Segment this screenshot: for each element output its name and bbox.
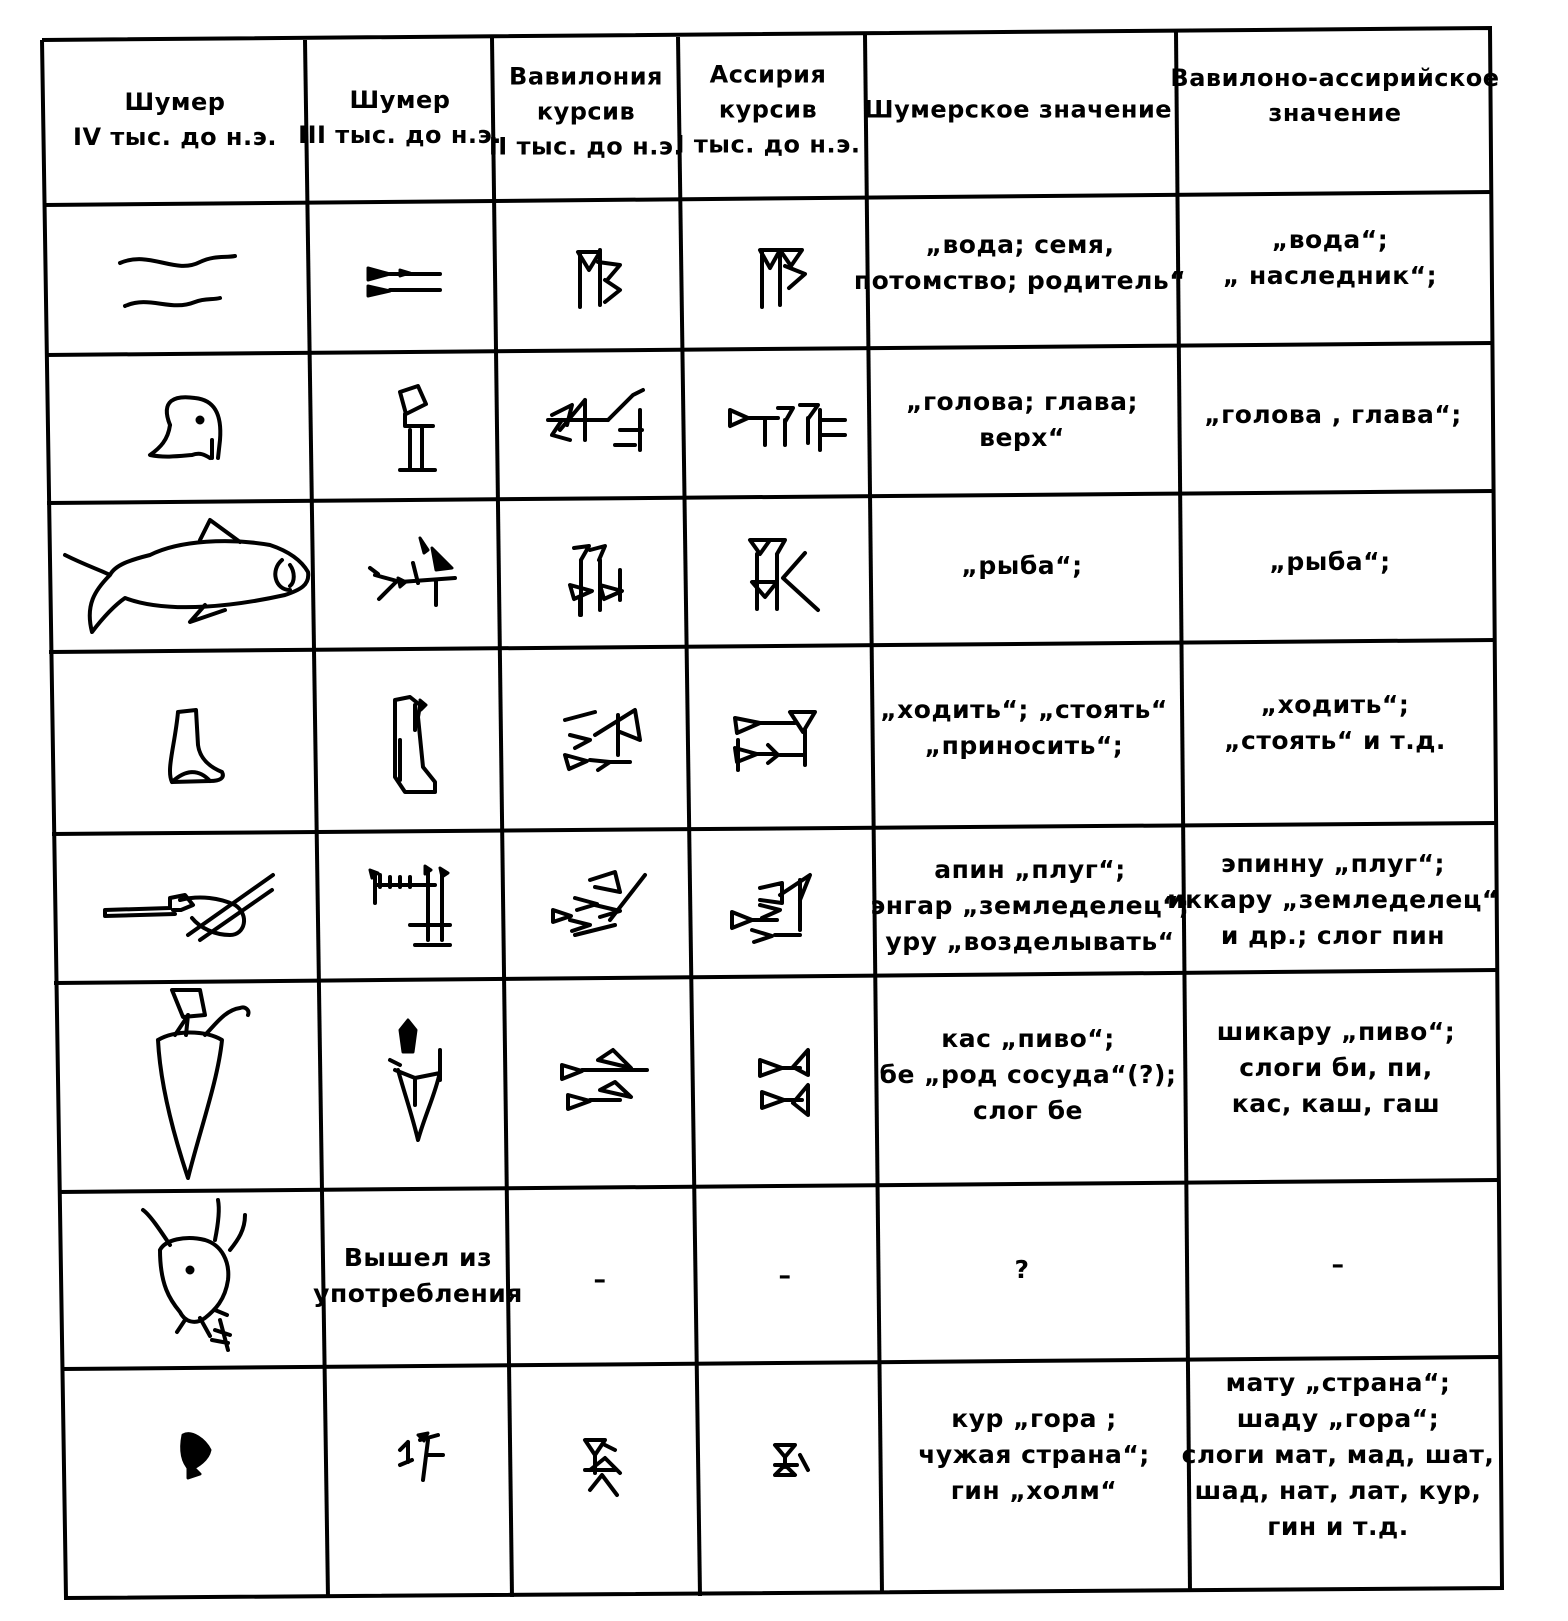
meaning-line: апин „плуг“; [934, 855, 1126, 884]
foot-babylonian-sign-icon [565, 710, 640, 770]
fish-pictogram-icon [65, 520, 308, 632]
meaning-line: „вода“; [1271, 225, 1389, 254]
sumerian-meaning-cell [880, 692, 1168, 764]
plough-assyrian-sign-icon [732, 875, 810, 942]
meaning-line: ? [1014, 1255, 1030, 1284]
vessel-babylonian-sign-icon [562, 1050, 647, 1109]
vessel-archaic-sign-icon [390, 1020, 440, 1140]
header-line: Вавилоно-ассирийское [1170, 64, 1500, 92]
sumerian-meaning-cell [854, 227, 1186, 299]
babylonian-meaning-cell [1182, 1365, 1495, 1545]
water-pictogram-icon [120, 256, 235, 306]
header-line: курсив [536, 97, 636, 126]
meaning-line: шикару „пиво“; [1216, 1017, 1456, 1046]
head-assyrian-sign-icon [730, 405, 845, 450]
meaning-line: и др.; слог пин [1220, 921, 1446, 950]
fish-assyrian-sign-icon [750, 540, 818, 610]
header-line: Шумер [124, 88, 226, 116]
meaning-line: слоги мат, мад, шат, [1181, 1440, 1495, 1469]
water-babylonian-sign-icon [578, 250, 620, 307]
header-sumerian-meaning [864, 93, 1172, 128]
foot-pictogram-icon [170, 710, 223, 782]
head-pictogram-icon [150, 397, 220, 458]
babylonian-meaning-cell [1204, 397, 1462, 433]
babylonian-meaning-cell [1224, 687, 1446, 759]
meaning-line: кас „пиво“; [941, 1024, 1115, 1053]
plough-archaic-sign-icon [370, 866, 450, 945]
header-line: IV тыс. до н.э. [73, 123, 277, 151]
meaning-line: эпинну „плуг“; [1221, 849, 1445, 878]
goat-head-pictogram-icon [143, 1200, 245, 1350]
meaning-line: гин „холм“ [950, 1476, 1118, 1505]
header-sumer-iv [73, 85, 277, 155]
plough-pictogram-icon [105, 875, 273, 940]
head-archaic-sign-icon [400, 386, 435, 470]
sumerian-meaning-cell [906, 384, 1138, 456]
meaning-line: кас, каш, гаш [1231, 1089, 1441, 1118]
meaning-line: мату „страна“; [1225, 1368, 1451, 1397]
water-archaic-sign-icon [368, 268, 440, 296]
header-line: III тыс. до н.э. [298, 121, 502, 149]
header-babylonia [489, 60, 683, 165]
meaning-line: „голова; глава; [906, 387, 1138, 416]
sumerian-meaning-cell [961, 548, 1082, 584]
meaning-line: „голова , глава“; [1204, 400, 1462, 429]
header-babylonian-assyrian-meaning [1170, 61, 1499, 131]
meaning-line: уру „возделывать“ [885, 927, 1175, 956]
meaning-line: чужая страна“; [918, 1440, 1150, 1469]
meaning-line: иккару „земледелец“ [1167, 885, 1499, 914]
meaning-line: „приносить“; [924, 731, 1124, 760]
babylonian-meaning-cell [1269, 544, 1390, 580]
sumerian-meaning-cell [880, 1021, 1177, 1129]
water-assyrian-sign-icon [760, 250, 805, 307]
header-sumer-iii [298, 83, 502, 153]
vessel-pictogram-icon [158, 990, 248, 1178]
meaning-line: „ наследник“; [1222, 261, 1438, 290]
babylonian-meaning-cell [1332, 1247, 1345, 1283]
head-babylonian-sign-icon [548, 390, 643, 450]
header-line: курсив [718, 95, 818, 124]
header-line: Шумерское значение [863, 95, 1173, 124]
fish-archaic-sign-icon [370, 538, 455, 605]
note-line: употребления [313, 1279, 523, 1308]
dash: – [593, 1265, 607, 1294]
fish-babylonian-sign-icon [570, 546, 622, 615]
meaning-line: потомство; родитель“ [853, 266, 1187, 295]
assyrian-cursive-dash [779, 1258, 792, 1294]
header-line: Шумер [349, 86, 451, 114]
babylonian-meaning-cell [1217, 1014, 1455, 1122]
meaning-line: „рыба“; [1269, 547, 1391, 576]
header-assyria [676, 58, 861, 163]
sumerian-meaning-cell [1014, 1252, 1029, 1288]
header-line: II тыс. до н.э. [488, 132, 684, 161]
mountain-babylonian-sign-icon [585, 1440, 620, 1495]
meaning-line: гин и т.д. [1267, 1512, 1409, 1541]
foot-assyrian-sign-icon [735, 712, 815, 770]
out-of-use-note [313, 1240, 523, 1312]
note-line: Вышел из [343, 1243, 493, 1272]
mountain-pictogram-icon [182, 1434, 210, 1478]
meaning-line: слоги би, пи, [1239, 1053, 1433, 1082]
header-line: Вавилония [509, 62, 663, 91]
babylonian-meaning-cell [1223, 222, 1437, 294]
meaning-line: верх“ [979, 423, 1065, 452]
sumerian-meaning-cell [918, 1401, 1150, 1509]
mountain-archaic-sign-icon [400, 1433, 443, 1480]
meaning-line: слог бе [973, 1096, 1083, 1125]
vessel-assyrian-sign-icon [760, 1050, 808, 1115]
babylonian-meaning-cell [1167, 846, 1499, 954]
plough-babylonian-sign-icon [553, 872, 645, 935]
meaning-line: бе „род сосуда“(?); [879, 1060, 1177, 1089]
babylonian-cursive-dash [594, 1262, 607, 1298]
meaning-line: кур „гора ; [951, 1404, 1117, 1433]
meaning-line: „ходить“; „стоять“ [880, 695, 1168, 724]
foot-archaic-sign-icon [395, 697, 435, 792]
dash: – [778, 1261, 792, 1290]
meaning-line: шад, нат, лат, кур, [1194, 1476, 1482, 1505]
meaning-line: энгар „земледелец“; [870, 891, 1190, 920]
header-line: I тыс. до н.э. [675, 130, 861, 159]
meaning-line: „рыба“; [961, 551, 1083, 580]
meaning-line: „стоять“ и т.д. [1224, 726, 1446, 755]
meaning-line: „ходить“; [1260, 690, 1410, 719]
meaning-line: – [1331, 1250, 1345, 1279]
sumerian-meaning-cell [870, 852, 1189, 960]
mountain-assyrian-sign-icon [775, 1445, 808, 1475]
header-line: Ассирия [709, 60, 827, 89]
meaning-line: шаду „гора“; [1236, 1404, 1440, 1433]
header-line: значение [1268, 99, 1402, 127]
meaning-line: „вода; семя, [925, 230, 1115, 259]
